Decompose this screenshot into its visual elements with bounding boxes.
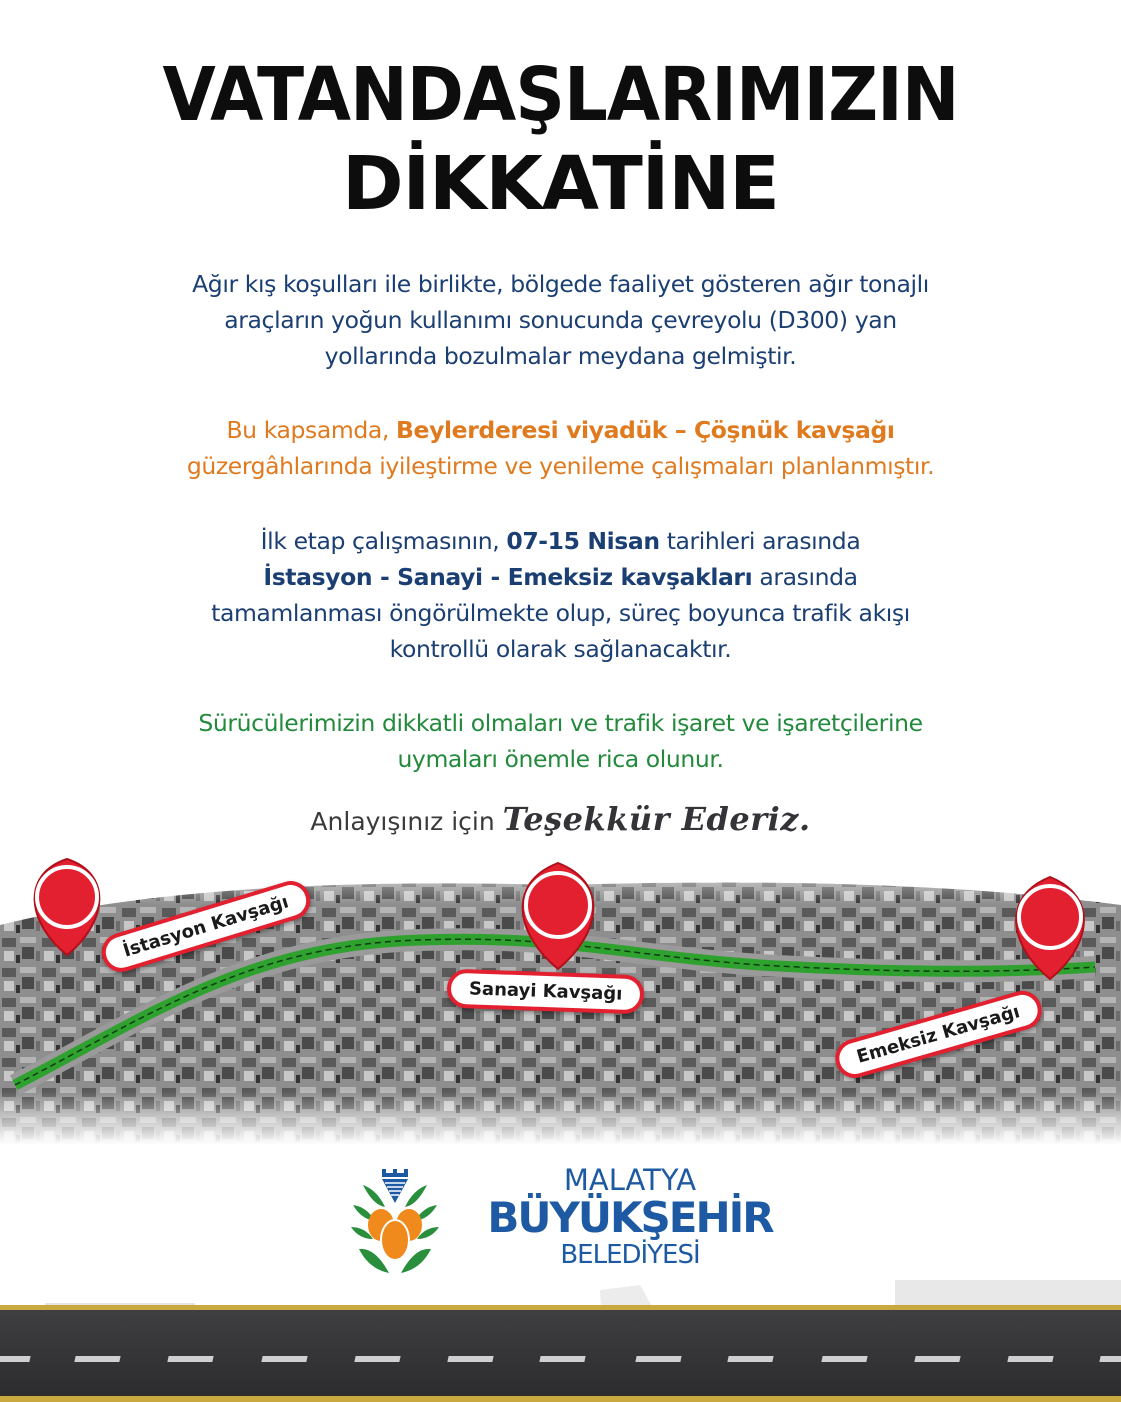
municipality-name: [485, 1163, 775, 1270]
text-line: [0, 523, 1121, 559]
text-line: [0, 559, 1121, 595]
text-line: kontrollü olarak sağlanacaktır.: [389, 635, 732, 663]
logo-line-city: MALATYA: [563, 1163, 697, 1197]
thanks-line: [0, 800, 1121, 838]
text-line: Sürücülerimizin dikkatli olmaları ve trafik işaret ve işaretçilerine: [198, 709, 923, 737]
notice-paragraph-drivers: [0, 705, 1121, 777]
notice-paragraph-intro: [0, 266, 1121, 374]
junction-label-emeksiz: Emeksiz Kavşağı: [831, 986, 1046, 1082]
municipality-logo-icon: [345, 1165, 445, 1285]
lane-dash: [261, 1356, 307, 1362]
notice-paragraph-schedule: [0, 523, 1121, 667]
text-span: tarihleri arasında: [659, 527, 861, 555]
lane-dash: [0, 1356, 31, 1362]
thanks-prefix: Anlayışınız için: [310, 807, 495, 836]
lane-dash: [447, 1356, 493, 1362]
lane-dash: [635, 1356, 681, 1362]
text-span: arasında: [752, 563, 858, 591]
date-highlight: 07-15 Nisan: [506, 527, 660, 555]
junction-label-sanayi: Sanayi Kavşağı: [446, 969, 645, 1015]
lane-dash: [167, 1356, 213, 1362]
logo-line-municipality: BELEDİYESİ: [560, 1240, 700, 1270]
text-line: araçların yoğun kullanımı sonucunda çevreyolu (D300) yan: [224, 306, 897, 334]
text-line: Ağır kış koşulları ile birlikte, bölgede faaliyet gösteren ağır tonajlı: [192, 270, 929, 298]
lane-dash: [914, 1356, 960, 1362]
road-graphic: [0, 1305, 1121, 1402]
lane-dash: [539, 1356, 585, 1362]
lane-dash: [1007, 1356, 1053, 1362]
lane-dash: [74, 1356, 120, 1362]
text-line: yollarında bozulmalar meydana gelmiştir.: [324, 342, 797, 370]
thanks-script: Teşekkür Ederiz.: [502, 800, 811, 838]
logo-line-metropolitan: BÜYÜKŞEHİR: [487, 1193, 773, 1242]
page-title-line1: VATANDAŞLARIMIZIN: [162, 52, 959, 138]
lane-dash: [821, 1356, 867, 1362]
text-line: uymaları önemle rica olunur.: [397, 745, 724, 773]
text-line: [0, 412, 1121, 448]
text-line: güzergâhlarında iyileştirme ve yenileme çalışmaları planlanmıştır.: [186, 452, 935, 480]
route-highlight: Beylerderesi viyadük – Çöşnük kavşağı: [396, 416, 895, 444]
route-map: [0, 845, 1121, 1145]
lane-dash: [727, 1356, 773, 1362]
page-title-line2: DİKKATİNE: [342, 141, 779, 227]
notice-paragraph-scope: [0, 412, 1121, 484]
text-span: Bu kapsamda,: [226, 416, 397, 444]
lane-dash: [354, 1356, 400, 1362]
lane-dash: [1099, 1356, 1121, 1362]
junction-label-istasyon: İstasyon Kavşağı: [97, 876, 315, 976]
text-span: İlk etap çalışmasının,: [260, 527, 507, 555]
text-line: tamamlanması öngörülmekte olup, süreç boyunca trafik akışı: [211, 599, 910, 627]
junctions-highlight: İstasyon - Sanayi - Emeksiz kavşakları: [263, 563, 753, 591]
